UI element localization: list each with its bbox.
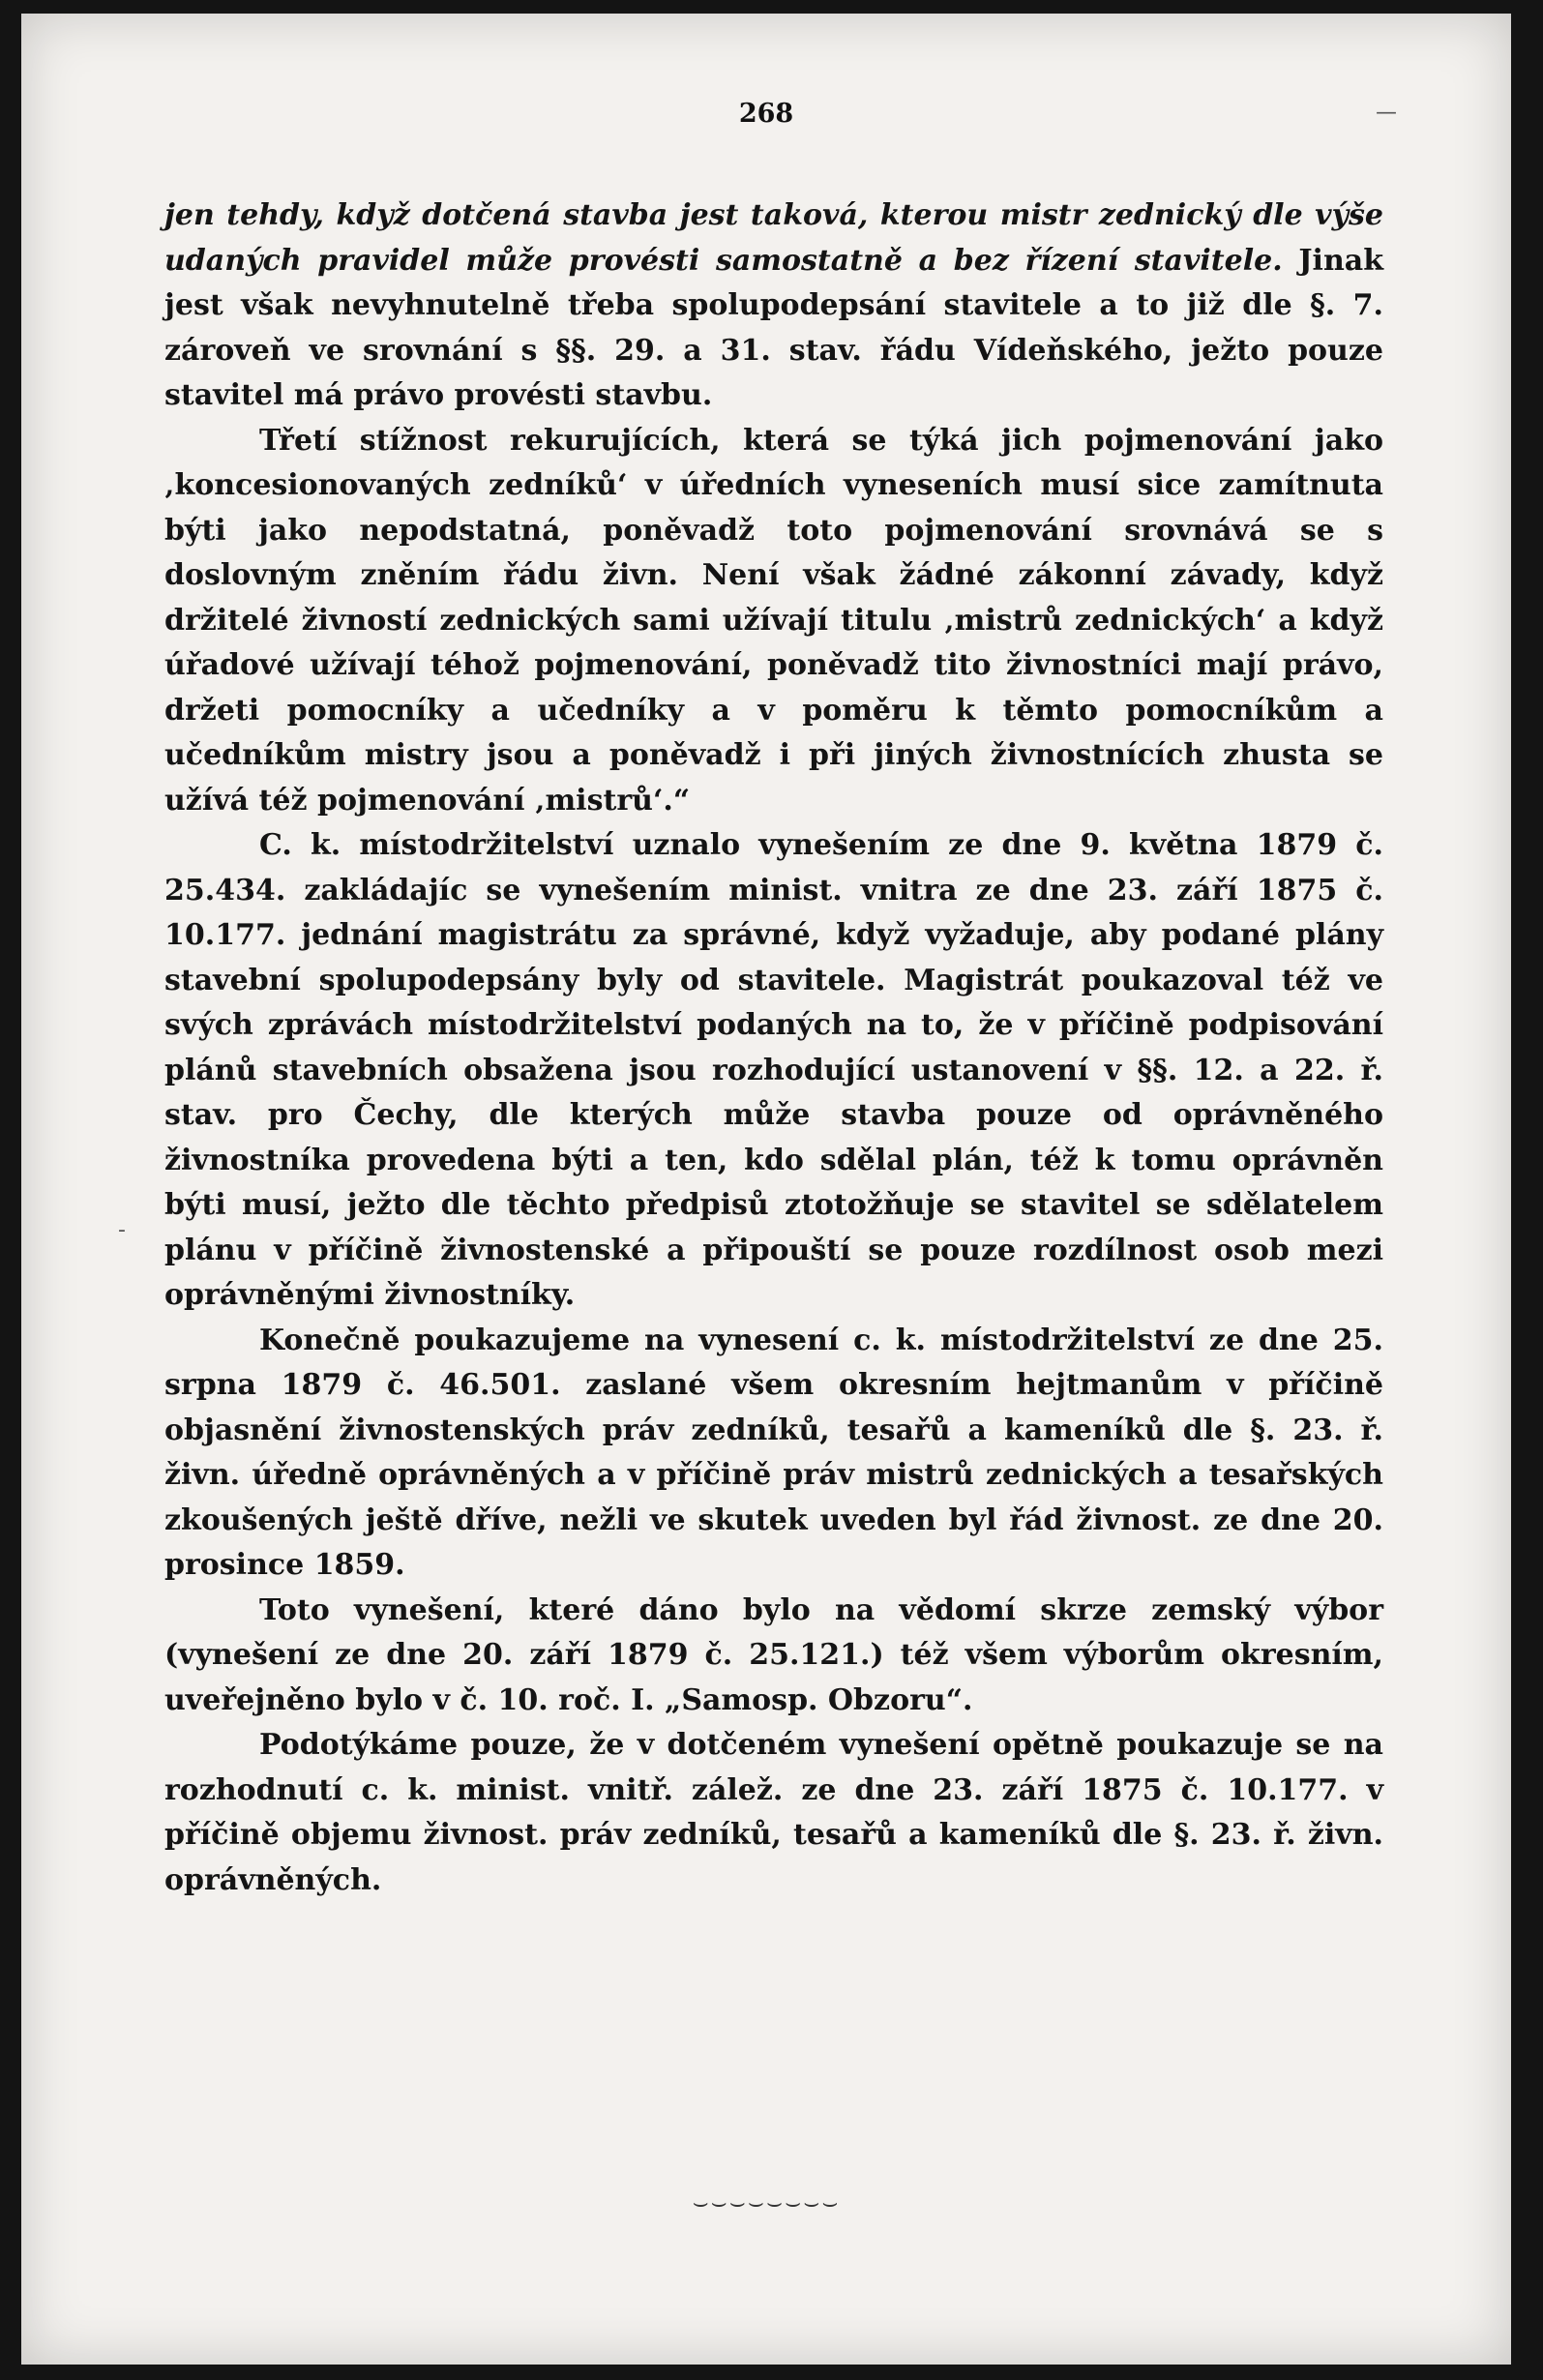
paragraph-1: [164, 193, 1383, 419]
paragraph-5: Toto vynešení, které dáno bylo na vědomí skrze zemský výbor (vynešení ze dne 20. září 1879 č. 25.121.) též všem výborům okresním, uveřejněno bylo v č. 10. roč. I. „Samosp. Obzoru“.: [164, 1592, 1383, 1717]
paragraph-3: C. k. místodržitelství uznalo vynešením ze dne 9. května 1879 č. 25.434. zakládajíc se vynešením minist. vnitra ze dne 23. září 1875 č. 10.177. jednání magistrátu za správné, když vyžaduje, aby podané plány stavební spolupodepsány byly od stavitele. Magistrát poukazoval též ve svých zprávách místodržitelství podaných na to, že v příčině podpisování plánů stavebních obsažena jsou rozhodující ustanovení v §§. 12. a 22. ř. stav. pro Čechy, dle kterých může stavba pouze od oprávněného živnostníka provedena býti a ten, kdo sdělal plán, též k tomu oprávněn býti musí, ježto dle těchto předpisů ztotožňuje se stavitel se sdělatelem plánu v příčině živnostenské a připouští se pouze rozdílnost osob mezi oprávněnými živnostníky.: [164, 828, 1383, 1312]
page-number: 268: [738, 99, 794, 129]
paragraph-1-italic: jen tehdy, když dotčená stavba jest taková, kterou mistr zednický dle výše udaných pravidel může provésti samostatně a bez řízení stavitele.: [164, 198, 1383, 278]
paragraph-4: Konečně poukazujeme na vynesení c. k. místodržitelství ze dne 25. srpna 1879 č. 46.501. zaslané všem okresním hejtmanům v příčině objasnění živnostenských práv zedníků, tesařů a kameníků dle §. 23. ř. živn. úředně oprávněných a v příčině práv mistrů zednických a tesařských zkoušených ještě dříve, nežli ve skutek uveden byl řád živnost. ze dne 20. prosince 1859.: [164, 1323, 1383, 1582]
end-ornament: ⌣⌣⌣⌣⌣⌣⌣⌣: [692, 2188, 841, 2217]
paragraph-2: Třetí stížnost rekurujících, která se týká jich pojmenování jako ‚koncesionovaných zedníků‘ v úředních vyneseních musí sice zamítnuta býti jako nepodstatná, poněvadž toto pojmenování srovnává se s doslovným zněním řádu živn. Není však žádné zákonní závady, když držitelé živností zednických sami užívají titulu ‚mistrů zednických‘ a když úřadové užívají téhož pojmenování, poněvadž tito živnostníci mají právo, držeti pomocníky a učedníky a v poměru k těmto pomocníkům a učedníkům mistry jsou a poněvadž i při jiných živnostnících zhusta se užívá též pojmenování ‚mistrů‘.“: [164, 423, 1383, 818]
book-page: [21, 14, 1511, 2365]
margin-tick-mark: -: [118, 1218, 126, 1242]
body-text: [164, 193, 1383, 1903]
paragraph-1-text: Jinak jest však nevyhnutelně třeba spolupodepsání stavitele a to již dle §. 7. zároveň ve srovnání s §§. 29. a 31. stav. řádu Vídeňského, ježto pouze stavitel má právo provésti stavbu.: [164, 243, 1383, 412]
paragraph-6: Podotýkáme pouze, že v dotčeném vynešení opětně poukazuje se na rozhodnutí c. k. minist. vnitř. zálež. ze dne 23. září 1875 č. 10.177. v příčině objemu živnost. práv zedníků, tesařů a kameníků dle §. 23. ř. živn. oprávněných.: [164, 1728, 1383, 1897]
margin-dash-mark: —: [1376, 101, 1397, 125]
